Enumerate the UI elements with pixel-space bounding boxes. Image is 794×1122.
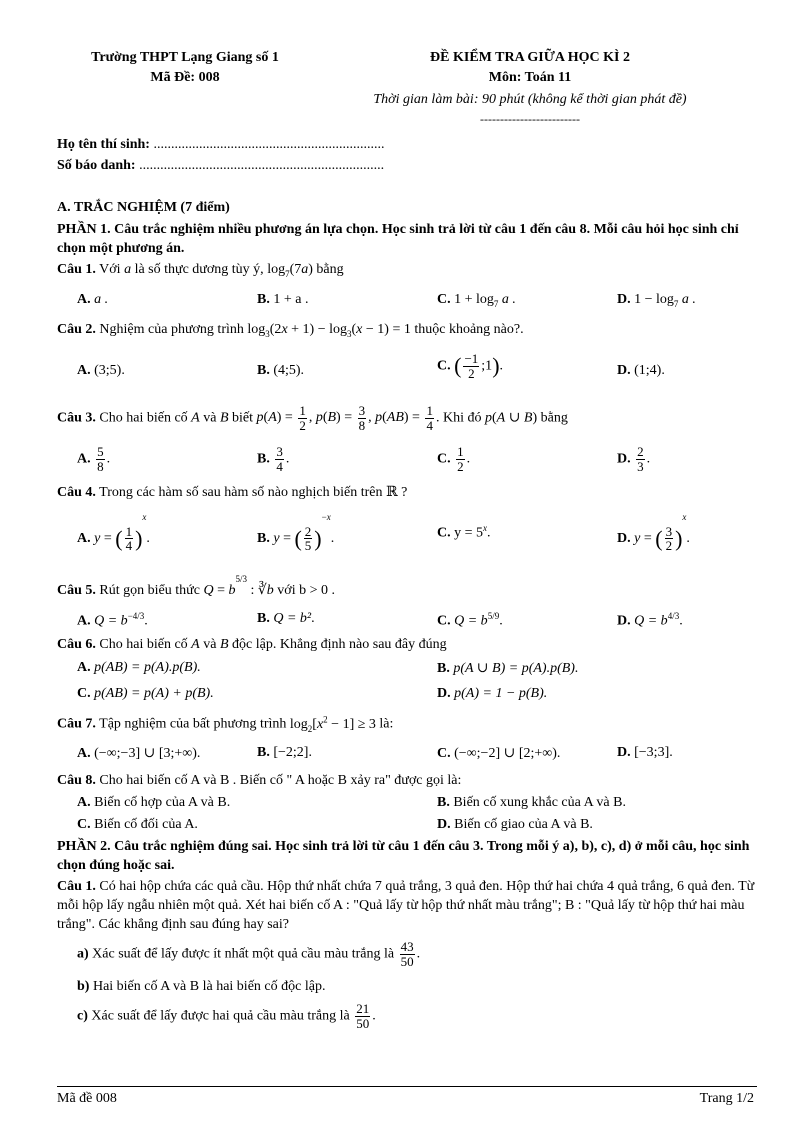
q5-option-b-text: Q = b²	[273, 611, 312, 626]
student-name-label: Họ tên thí sinh:	[57, 137, 150, 152]
q7-option-a[interactable]: A. (−∞;−3] ∪ [3;+∞).	[77, 746, 201, 761]
q5-option-b[interactable]: B. Q = b².	[257, 611, 315, 626]
q2-option-d-text: (1;4).	[634, 363, 665, 378]
exam-code: Mã Đề: 008	[150, 70, 220, 85]
q4-stem	[57, 484, 407, 501]
q1-option-d-tail: a .	[681, 292, 696, 307]
p2q1-a-den: 50	[400, 953, 414, 969]
q5-option-c-text: Q = b	[454, 613, 488, 629]
q5-option-d-exp: 4/3	[667, 611, 680, 621]
q6-option-b-text: p(A ∪ B) = p(A).p(B).	[453, 661, 579, 676]
q7-option-a-text: (−∞;−3] ∪ [3;+∞).	[94, 746, 201, 761]
school-name: Trường THPT Lạng Giang số 1	[91, 50, 279, 65]
q8-option-b[interactable]: B. Biến cố xung khắc của A và B.	[437, 795, 626, 810]
q3-d-den: 3	[637, 458, 644, 474]
p2q1-c-text: Xác suất để lấy được hai quả cầu màu trắng là	[91, 1008, 350, 1024]
section-a-title: A. TRẮC NGHIỆM (7 điểm)	[57, 200, 230, 215]
q1-expr: $\log_7(7a)$	[267, 262, 313, 279]
q5-option-c[interactable]: C. $Q = b^{5/9}$.	[437, 611, 503, 629]
q6-label: Câu 6.	[57, 637, 96, 652]
q2-option-d[interactable]: D. (1;4).	[617, 363, 665, 378]
q4-option-c[interactable]: C. $y = 5^x$.	[437, 523, 491, 541]
student-id-label: Số báo danh:	[57, 158, 136, 173]
q6-option-a-text: p(AB) = p(A).p(B).	[94, 660, 201, 675]
q1-option-a-text: a .	[94, 292, 109, 307]
p2q1-label: Câu 1.	[57, 879, 96, 894]
q7-option-c[interactable]: C. (−∞;−2] ∪ [2;+∞).	[437, 746, 561, 761]
q1-option-b[interactable]: B. 1 + a .	[257, 292, 309, 307]
q8-option-b-text: Biến cố xung khắc của A và B.	[453, 795, 626, 810]
q3-d-num: 2	[637, 444, 644, 459]
q1-option-d-text: 1 − log	[634, 292, 674, 307]
q4-text: Trong các hàm số sau hàm số nào nghịch biến trên ℝ ?	[99, 485, 408, 500]
part1-instructions: PHẦN 1. Câu trắc nghiệm nhiều phương án lựa chọn. Học sinh trả lời từ câu 1 đến câu 8. Mỗi câu hỏi học sinh chỉ chọn một phương án.	[57, 222, 739, 256]
q3-b-num: 3	[276, 444, 283, 459]
student-id-dots: ......................................................................	[139, 158, 385, 173]
q3-a-num: 5	[97, 444, 104, 459]
q4-d-num: 3	[665, 523, 673, 539]
p2q1-a-num: 43	[400, 939, 414, 954]
q3-option-d[interactable]: D. $\frac{2}{3}$ .	[617, 444, 651, 474]
q3-option-a[interactable]: A. $\frac{5}{8}$ .	[77, 444, 111, 474]
q5-option-a-text: Q = b	[94, 613, 128, 629]
student-name-line	[57, 137, 384, 153]
q3-c-den: 2	[457, 458, 464, 474]
q5-option-c-exp: 5/9	[487, 611, 500, 621]
q3-c-num: 1	[457, 444, 464, 459]
p2q1-c-num: 21	[356, 1001, 370, 1016]
q3-then: . Khi đó	[435, 410, 482, 426]
q6-option-d-text: p(A) = 1 − p(B).	[454, 686, 548, 701]
footer-rule	[57, 1086, 757, 1087]
q8-text: Cho hai biến cố A và B . Biến cố " A hoặc B xảy ra" được gọi là:	[99, 773, 462, 788]
q8-option-d[interactable]: D. Biến cố giao của A và B.	[437, 817, 593, 832]
q2-option-c[interactable]: C. ( $\frac{-1}{2}$ ;1).	[437, 351, 504, 381]
part2-instructions: PHẦN 2. Câu trắc nghiệm đúng sai. Học sinh trả lời từ câu 1 đến câu 3. Trong mỗi ý a), b), c), d) ở mỗi câu, học sinh chọn đúng hoặc sai.	[57, 839, 750, 873]
q7-stem	[57, 714, 393, 733]
q8-stem	[57, 773, 461, 789]
q8-option-d-text: Biến cố giao của A và B.	[454, 817, 593, 832]
q8-option-c[interactable]: C. Biến cố đối của A.	[77, 817, 198, 832]
footer-code: Mã đề 008	[57, 1091, 117, 1106]
q7-text: Tập nghiệm của bất phương trình	[99, 716, 287, 732]
q6-text-b: độc lập. Khẳng định nào sau đây đúng	[232, 637, 447, 652]
q3-and: và	[203, 410, 217, 426]
student-name-dots: ..................................................................	[153, 137, 385, 152]
q1-stem	[57, 262, 344, 279]
q2-option-b-text: (4;5).	[273, 363, 305, 378]
q2-equation: $\log_3(2x + 1) - \log_3(x - 1) = 1$	[247, 322, 411, 339]
q3-text: Cho hai biến cố	[99, 410, 188, 426]
q2-text-b: thuộc khoảng nào?.	[414, 322, 524, 337]
q1-option-d[interactable]: D. $1 - \log_7 a$ .	[617, 292, 696, 309]
q7-option-d[interactable]: D. [−3;3].	[617, 745, 673, 760]
q7-option-b[interactable]: B. [−2;2].	[257, 745, 312, 760]
q4-b-den: 5	[304, 538, 312, 554]
q2-option-c-text: ;1	[481, 358, 493, 374]
q1-text-c: bằng	[316, 262, 344, 277]
q1-text: Với	[99, 262, 121, 277]
q5-option-a[interactable]: A. $Q = b^{-4/3}$.	[77, 611, 148, 629]
q1-text-b: là số thực dương tùy ý,	[134, 262, 264, 277]
q1-option-c-tail: a .	[501, 292, 516, 307]
q2-option-a-text: (3;5).	[94, 363, 125, 378]
q3-eq: bằng	[540, 410, 568, 426]
q2-text: Nghiệm của phương trình	[99, 322, 244, 337]
q6-option-a[interactable]: A. p(AB) = p(A).p(B).	[77, 660, 201, 675]
q5-text: Rút gọn biểu thức	[99, 583, 200, 598]
q8-option-a-text: Biến cố hợp của A và B.	[94, 795, 231, 810]
q4-label: Câu 4.	[57, 485, 96, 500]
q4-a-num: 1	[125, 523, 133, 539]
header-dashes: -------------------------	[480, 112, 580, 126]
p2q1-item-a[interactable]: a) Xác suất để lấy được ít nhất một quả cầu màu trắng là $\frac{43}{50}$ .	[77, 939, 421, 969]
p2q1-item-c[interactable]: c) Xác suất để lấy được hai quả cầu màu trắng là $\frac{21}{50}$ .	[77, 1001, 376, 1031]
time-note: Thời gian làm bài: 90 phút (không kể thời gian phát đề)	[373, 92, 687, 107]
q4-option-b[interactable]: B. y = ( $\frac{2}{5}$ )$^{-x}$.	[257, 512, 335, 554]
q4-option-c-text: y = 5	[454, 525, 484, 541]
q3-option-b[interactable]: B. $\frac{3}{4}$ .	[257, 444, 290, 474]
q5-option-d[interactable]: D. $Q = b^{4/3}$.	[617, 611, 683, 629]
p2q1-b-label: b)	[77, 979, 90, 994]
q2-label: Câu 2.	[57, 322, 96, 337]
q4-a-den: 4	[125, 538, 133, 554]
q7-option-d-text: [−3;3].	[634, 745, 673, 760]
q5-cond: với b > 0 .	[277, 583, 335, 598]
q7-text-b: là:	[379, 716, 394, 732]
q3-givens: p(A) = $\frac{1}{2}$ , p(B) = $\frac{3}{8}$ , p(AB) = $\frac{1}{4}$	[256, 403, 433, 433]
q7-option-c-text: (−∞;−2] ∪ [2;+∞).	[454, 746, 561, 761]
p2q1-item-b[interactable]	[77, 979, 325, 995]
exam-title: ĐỀ KIỂM TRA GIỮA HỌC KÌ 2	[430, 50, 630, 65]
p2q1-text: Có hai hộp chứa các quả cầu. Hộp thứ nhất chứa 7 quả trắng, 3 quả đen. Hộp thứ hai chứa 4 quả trắng, 6 quả đen. Từ mỗi hộp lấy ngẫu nhiên một quả. Xét hai biến cố A : "Quả lấy từ hộp thứ nhất màu trắng"; B : "Quả lấy từ hộp thứ hai màu trắng". Các khẳng định sau đúng hay sai?	[57, 879, 755, 932]
q3-a-den: 8	[97, 458, 104, 474]
q8-option-c-text: Biến cố đối của A.	[94, 817, 198, 832]
q3-stem: Câu 3. Cho hai biến cố A và B biết p(A) = $\frac{1}{2}$ , p(B) = $\frac{3}{8}$ , p(AB) = $\frac{1}{4}$ . Khi đó p(A ∪ B) bằng	[57, 403, 568, 433]
q3-option-c[interactable]: C. $\frac{1}{2}$ .	[437, 444, 471, 474]
q4-b-num: 2	[304, 523, 312, 539]
q3-know: biết	[232, 410, 254, 426]
q7-label: Câu 7.	[57, 716, 96, 732]
q4-option-a[interactable]: A. y = ( $\frac{1}{4}$ )$^x$.	[77, 512, 150, 554]
q6-stem: Câu 6. Cho hai biến cố A và B độc lập. Khẳng định nào sau đây đúng	[57, 637, 447, 652]
q6-option-c[interactable]: C. p(AB) = p(A) + p(B).	[77, 686, 214, 701]
q6-option-c-text: p(AB) = p(A) + p(B).	[94, 686, 214, 701]
p2q1-a-text: Xác suất để lấy được ít nhất một quả cầu màu trắng là	[92, 946, 395, 962]
page-number: Trang 1/2	[699, 1091, 754, 1106]
q1-var: a	[124, 262, 132, 277]
subject: Môn: Toán 11	[488, 70, 572, 85]
q5-label: Câu 5.	[57, 583, 96, 598]
p2q1-a-label: a)	[77, 946, 89, 962]
q4-option-d[interactable]: D. y = ( $\frac{3}{2}$ )$^x$.	[617, 512, 690, 554]
q1-option-c[interactable]: C. $1 + \log_7 a$ .	[437, 292, 516, 309]
q4-d-den: 2	[665, 538, 673, 554]
q2-stem	[57, 322, 524, 339]
q5-option-a-exp: −4/3	[127, 611, 145, 621]
q1-option-a[interactable]: A. a .	[77, 292, 109, 307]
p2q1-c-label: c)	[77, 1008, 88, 1024]
q7-inequality: $\log_2[x^2 - 1] \ge 3$	[289, 714, 376, 734]
q2-option-b[interactable]: B. (4;5).	[257, 363, 305, 378]
q6-option-d[interactable]: D. p(A) = 1 − p(B).	[437, 686, 548, 701]
p2q1-stem	[57, 877, 757, 934]
q1-option-c-text: 1 + log	[454, 292, 494, 307]
q6-text: Cho hai biến cố	[99, 637, 188, 652]
q5-option-d-text: Q = b	[634, 613, 668, 629]
q5-expression: $Q = b^{5/3}$ : ∛b	[203, 574, 274, 598]
q3-b-den: 4	[276, 458, 283, 474]
q8-label: Câu 8.	[57, 773, 96, 788]
student-id-line	[57, 158, 384, 174]
q8-option-a[interactable]: A. Biến cố hợp của A và B.	[77, 795, 231, 810]
q7-option-b-text: [−2;2].	[273, 745, 312, 760]
q1-label: Câu 1.	[57, 262, 96, 277]
q2-option-a[interactable]: A. (3;5).	[77, 363, 125, 378]
p2q1-b-text: Hai biến cố A và B là hai biến cố độc lập.	[92, 979, 326, 994]
q1-option-b-text: 1 + a .	[273, 292, 309, 307]
q6-option-b[interactable]: B. p(A ∪ B) = p(A).p(B).	[437, 661, 579, 676]
p2q1-c-den: 50	[356, 1015, 370, 1031]
q3-label: Câu 3.	[57, 410, 96, 426]
q5-stem	[57, 574, 335, 599]
